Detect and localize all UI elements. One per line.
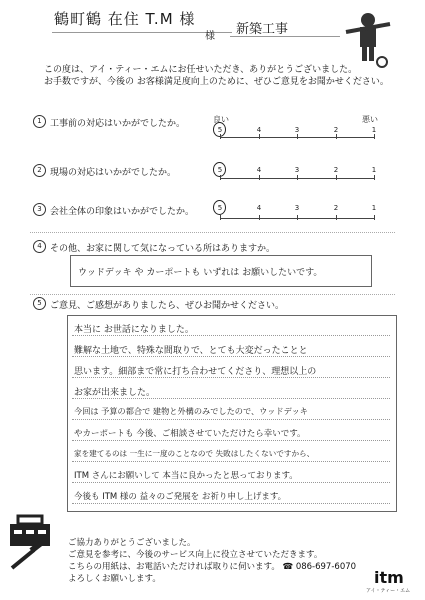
- q5-answer-line-7: 家を建てるのは 一生に一度のことなので 失敗はしたくないですから、: [74, 449, 315, 458]
- note-line: [72, 398, 390, 399]
- footer-line-3-text: こちらの用紙は、お電話いただければ取りに伺います。: [68, 562, 280, 572]
- intro-line-1: この度は、アイ・ティー・エムにお任せいただき、ありがとうございました。: [44, 65, 358, 75]
- q2-tick-3: 3: [294, 166, 300, 174]
- scale-good-label: 良い: [213, 115, 229, 124]
- q1-tick-mark-5: [220, 134, 221, 139]
- q1-tick-1: 1: [371, 126, 377, 134]
- q2-tick-1: 1: [371, 166, 377, 174]
- q2-tick-4: 4: [256, 166, 262, 174]
- note-line: [72, 377, 390, 378]
- q5-answer-line-5: 今回は 予算の都合で 建物と外構のみでしたので、ウッドデッキ: [74, 406, 308, 416]
- question-3-text: 会社全体の印象はいかがでしたか。: [50, 207, 195, 217]
- q2-tick-5: 5: [217, 166, 223, 174]
- q4-answer: ウッドデッキ や カーポートも いずれは お願いしたいです。: [78, 268, 323, 278]
- q3-tick-mark-5: [220, 215, 221, 220]
- q3-tick-1: 1: [371, 204, 377, 212]
- question-4-text: その他、お家に関して気になっている所はありますか。: [50, 244, 276, 254]
- q5-answer-line-9: 今後も ITM 様の 益々のご発展を お祈り申し上げます。: [74, 492, 287, 502]
- intro-line-2: お手数ですが、今後の お客様満足度向上のために、ぜひご意見をお聞かせください。: [44, 77, 389, 87]
- question-4-number: 4: [33, 240, 46, 253]
- footer-phone: 086-697-6070: [295, 562, 357, 572]
- q1-tick-3: 3: [294, 126, 300, 134]
- worker-mascot-icon: [338, 10, 396, 70]
- q3-tick-2: 2: [333, 204, 339, 212]
- q5-answer-line-4: お家が出来ました。: [74, 388, 156, 398]
- q2-tick-2: 2: [333, 166, 339, 174]
- q1-tick-4: 4: [256, 126, 262, 134]
- q3-tick-4: 4: [256, 204, 262, 212]
- note-line: [72, 419, 390, 420]
- q3-tick-5: 5: [217, 204, 223, 212]
- q2-tick-mark-1: [374, 175, 375, 180]
- separator-q3-q4: [30, 232, 395, 233]
- q2-tick-mark-4: [259, 175, 260, 180]
- q1-tick-mark-1: [374, 134, 375, 139]
- q3-tick-3: 3: [294, 204, 300, 212]
- q1-tick-mark-4: [259, 134, 260, 139]
- q3-selected-circle: [213, 200, 226, 215]
- itm-logo-sub: アイ・ティー・エム: [366, 588, 411, 594]
- separator-q4-q5: [30, 294, 395, 295]
- question-5-text: ご意見、ご感想がありましたら、ぜひお聞かせください。: [50, 301, 285, 311]
- note-line: [72, 461, 390, 462]
- question-5-number: 5: [33, 297, 46, 310]
- q2-tick-mark-5: [220, 175, 221, 180]
- itm-logo: itm: [374, 568, 404, 587]
- q5-answer-line-2: 難解な土地で、特殊な間取りで、とても大変だったことと: [74, 346, 308, 356]
- work-type-underline: [230, 36, 340, 37]
- work-type: 新築工事: [236, 22, 289, 37]
- question-2-text: 現場の対応はいかがでしたか。: [50, 168, 177, 178]
- note-line: [72, 440, 390, 441]
- question-3-number: 3: [33, 203, 46, 216]
- question-1-number: 1: [33, 115, 46, 128]
- note-line: [72, 503, 390, 504]
- note-line: [72, 482, 390, 483]
- q1-tick-5: 5: [217, 126, 223, 134]
- footer-line-4: よろしくお願いします。: [68, 574, 161, 584]
- sama-label: 様: [205, 31, 215, 42]
- q2-tick-mark-2: [336, 175, 337, 180]
- question-1-text: 工事前の対応はいかがでしたか。: [50, 119, 186, 129]
- q2-tick-mark-3: [297, 175, 298, 180]
- customer-name: 鶴町鶴 在住 T.M 様: [54, 10, 196, 28]
- q3-tick-mark-1: [374, 215, 375, 220]
- phone-icon: ☎: [282, 562, 294, 572]
- q1-tick-mark-2: [336, 134, 337, 139]
- q3-tick-mark-3: [297, 215, 298, 220]
- q5-answer-line-3: 思います。細部まで常に打ち合わせてくださり、理想以上の: [74, 367, 317, 377]
- q5-answer-line-6: やカーポートも 今後、ご相談させていただけたら幸いです。: [74, 429, 306, 439]
- note-line: [72, 335, 390, 336]
- note-line: [72, 356, 390, 357]
- q5-answer-line-8: ITM さんにお願いして 本当に良かったと思っております。: [74, 471, 298, 481]
- scale-bad-label: 悪い: [362, 115, 378, 124]
- footer-line-2: ご意見を参考に、今後のサービス向上に役立させていただきます。: [68, 550, 323, 560]
- q5-answer-line-1: 本当に お世話になりました。: [74, 325, 194, 335]
- footer-line-1: ご協力ありがとうございました。: [68, 538, 196, 548]
- q1-tick-2: 2: [333, 126, 339, 134]
- toolbox-icon: [6, 510, 62, 572]
- footer-line-3: [68, 560, 356, 572]
- q3-tick-mark-2: [336, 215, 337, 220]
- q1-tick-mark-3: [297, 134, 298, 139]
- question-2-number: 2: [33, 164, 46, 177]
- q3-tick-mark-4: [259, 215, 260, 220]
